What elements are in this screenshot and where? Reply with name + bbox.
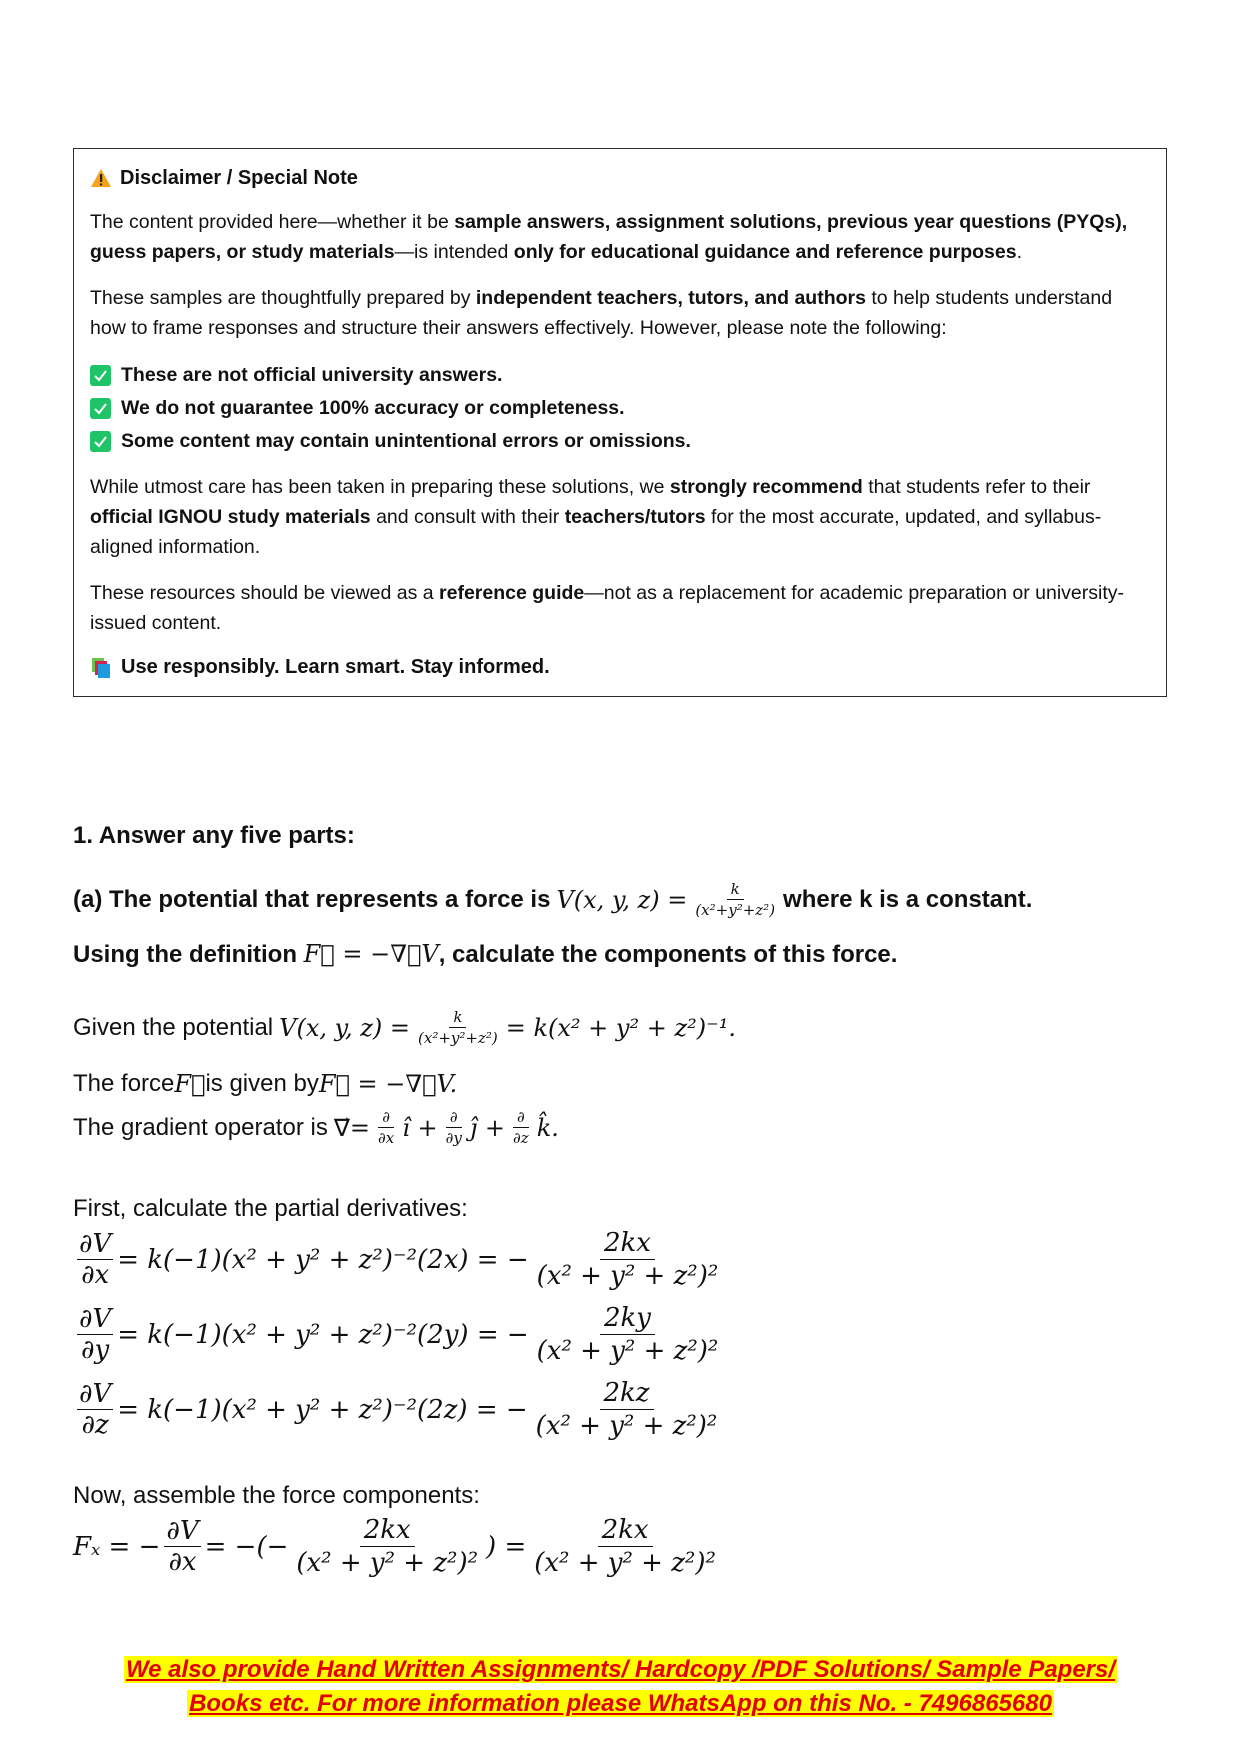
fraction: $\frac{\partial}{\partial x}$ [377,1108,395,1147]
promo-line-2: Books etc. For more information please WhatsApp on this No. - 7496865680 [189,1690,1052,1717]
assemble-intro: Now, assemble the force components: [73,1482,480,1509]
disclaimer-paragraph-2: These samples are thoughtfully prepared by independent teachers, tutors, and authors to help students understand how to frame responses and structure their answers effectively. However, please note the following: [90,287,1113,339]
force-component-x: Fₓ = − $\frac{\partial V}{\partial x}$ = −(− $\frac{2kx}{\text{(x² + y² + z²)²}}$ ) = $\frac{2kx}{\text{(x² + y² + z²)²}}$ [73,1515,724,1578]
checklist-item: Some content may contain unintentional errors or omissions. [90,425,1150,458]
books-icon [90,657,112,679]
disclaimer-paragraph-1: The content provided here—whether it be sample answers, assignment solutions, previous year questions (PYQs), guess papers, or study materials—is intended only for educational guidance and reference purposes. [90,211,1128,263]
solution-gradient-line: The gradient operator is ∇⃗= $\frac{\partial}{\partial x}$ î + $\frac{\partial}{\partial y}$ ĵ + $\frac{\partial}{\partial z}$ k̂. [73,1108,559,1147]
fraction: $\frac{\partial V}{\partial y}$ [79,1304,112,1365]
partial-derivative-y: $\frac{\partial V}{\partial y}$ = k(−1)(x² + y² + z²)⁻²(2y) = − $\frac{2ky}{\text{(x² + y² + z²)²}}$ [73,1303,726,1366]
disclaimer-paragraph-4: These resources should be viewed as a reference guide—not as a replacement for academic preparation or university-issued content. [90,582,1125,634]
fraction: $\frac{k}{\text{(x²+y²+z²)}}$ [418,1008,498,1047]
checkmark-icon [90,431,111,452]
disclaimer-checklist [90,359,1150,458]
question-part-a-line-1: (a) The potential that represents a force is V(x, y, z) = $\frac{k}{\text{(x²+y²+z²)}}$ where k is a constant. [73,880,1033,919]
fraction: $\frac{2kx}{\text{(x² + y² + z²)²}}$ [536,1228,719,1291]
fraction: $\frac{\partial V}{\partial z}$ [79,1379,112,1440]
partials-intro: First, calculate the partial derivatives: [73,1195,468,1222]
fraction: $\frac{\partial V}{\partial x}$ [166,1516,199,1577]
warning-icon [90,168,112,188]
disclaimer-paragraph-3: While utmost care has been taken in preparing these solutions, we strongly recommend that students refer to their official IGNOU study materials and consult with their teachers/tutors for the most accurate, updated, and syllabus-aligned information. [90,476,1102,558]
disclaimer-box [73,148,1167,697]
partial-derivative-x: $\frac{\partial V}{\partial x}$ = k(−1)(x² + y² + z²)⁻²(2x) = − $\frac{2kx}{\text{(x² + y² + z²)²}}$ [73,1228,726,1291]
solution-force-line: The force F⃗ is given by F⃗ = −∇⃗V. [73,1070,458,1098]
disclaimer-footer: Use responsibly. Learn smart. Stay informed. [90,656,1150,679]
solution-given-line: Given the potential V(x, y, z) = $\frac{k}{\text{(x²+y²+z²)}}$ = k(x² + y² + z²)⁻¹. [73,1008,736,1047]
disclaimer-title: Disclaimer / Special Note [90,163,1150,193]
fraction: $\frac{2ky}{\text{(x² + y² + z²)²}}$ [536,1303,719,1366]
checklist-item: These are not official university answers. [90,359,1150,392]
promo-line-1: We also provide Hand Written Assignments/ Hardcopy /PDF Solutions/ Sample Papers/ [125,1656,1116,1683]
fraction: $\frac{\partial V}{\partial x}$ [79,1229,112,1290]
fraction: $\frac{\partial}{\partial z}$ [513,1108,529,1147]
fraction: $\frac{2kx}{\text{(x² + y² + z²)²}}$ [534,1515,716,1578]
question-part-a-line-2: Using the definition F⃗ = −∇⃗V, calculate the components of this force. [73,940,898,968]
fraction: $\frac{k}{\text{(x²+y²+z²)}}$ [695,880,776,919]
partial-derivative-z: $\frac{\partial V}{\partial z}$ = k(−1)(x² + y² + z²)⁻²(2z) = − $\frac{2kz}{\text{(x² + y² + z²)²}}$ [73,1378,725,1441]
fraction: $\frac{2kz}{\text{(x² + y² + z²)²}}$ [535,1378,718,1441]
fraction: $\frac{2kx}{\text{(x² + y² + z²)²}}$ [296,1515,479,1578]
fraction: $\frac{\partial}{\partial y}$ [445,1108,462,1147]
checkmark-icon [90,398,111,419]
checkmark-icon [90,365,111,386]
checklist-item: We do not guarantee 100% accuracy or completeness. [90,392,1150,425]
question-heading: 1. Answer any five parts: [73,822,355,849]
